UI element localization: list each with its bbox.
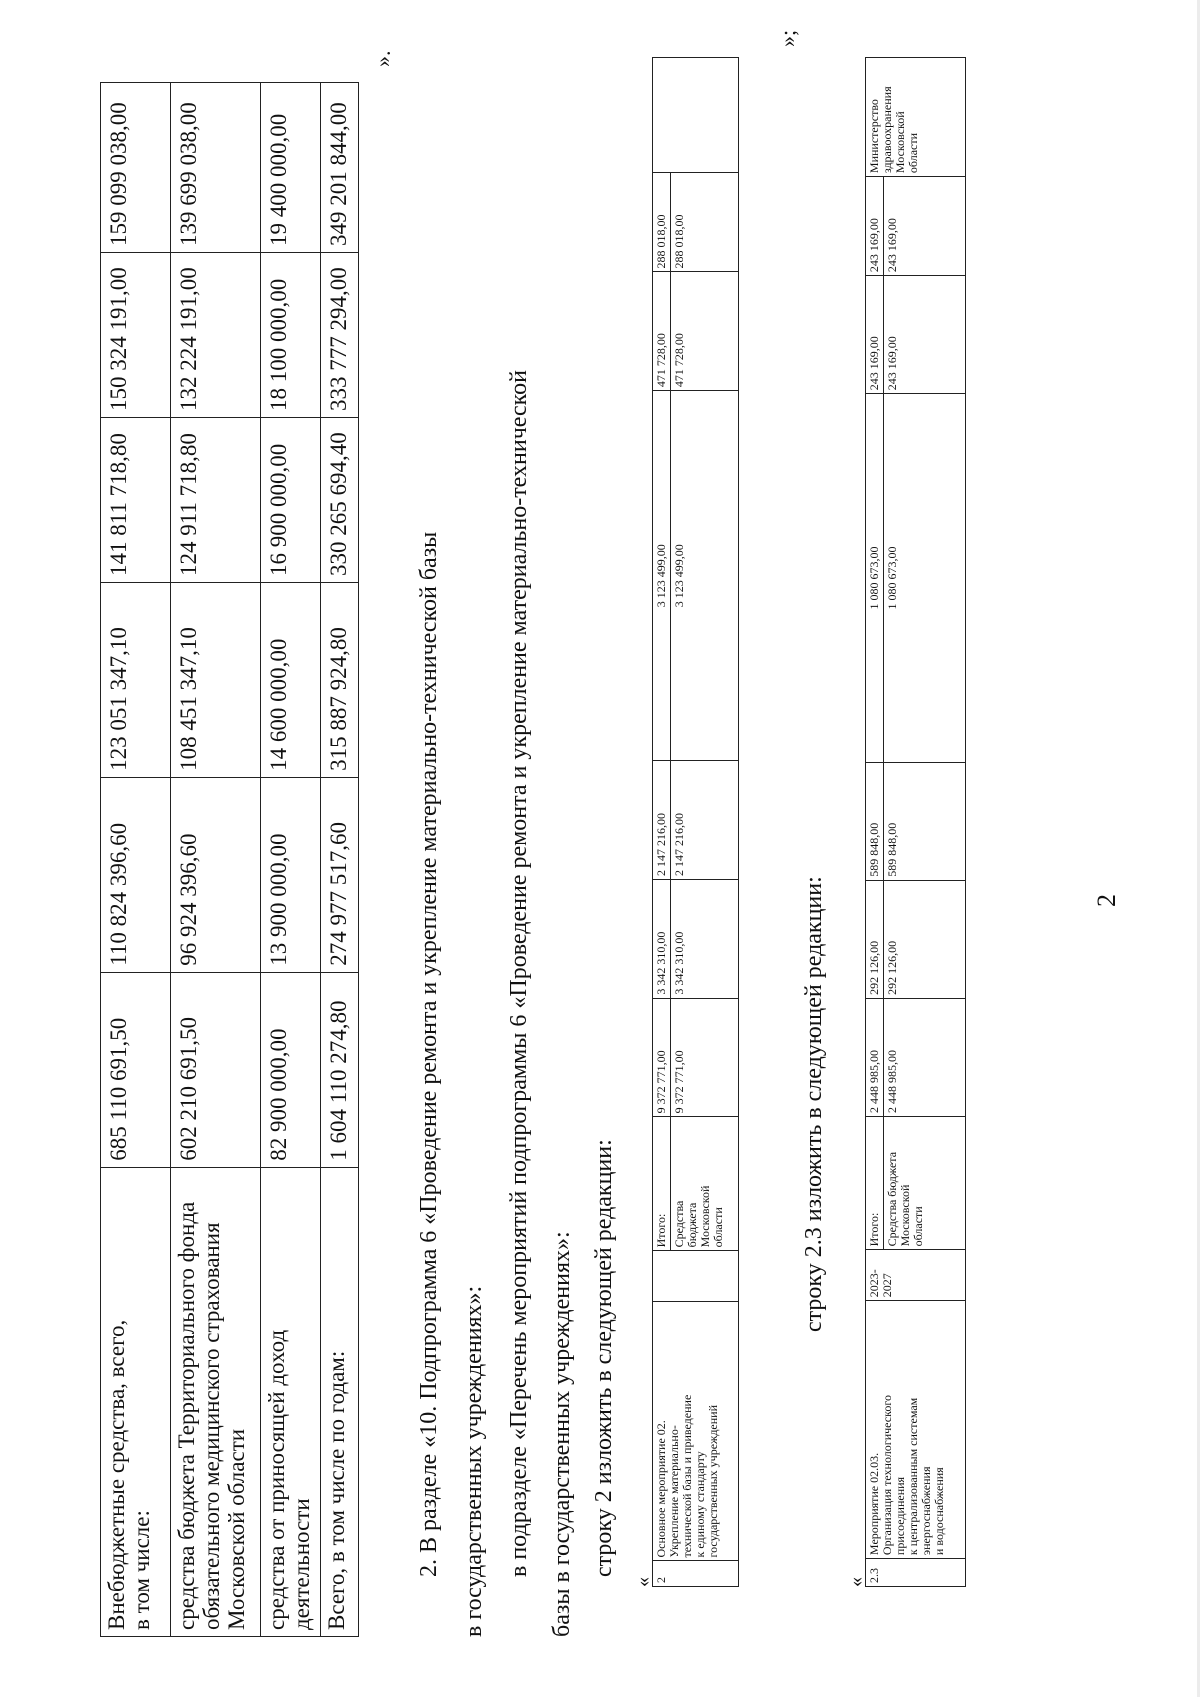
table-cell: 108 451 347,10 bbox=[171, 582, 261, 777]
table-cell: 141 811 718,80 bbox=[101, 418, 171, 583]
table-cell: 589 848,00 bbox=[884, 762, 966, 880]
table-cell: 124 911 718,80 bbox=[171, 418, 261, 583]
paragraph-3-line-1: в подразделе «Перечень мероприятий подпрограммы 6 «Проведение ремонта и укрепление материально-технической bbox=[506, 370, 532, 1577]
paragraph-5: строку 2.3 изложить в следующей редакции: bbox=[801, 876, 827, 1332]
table-row bbox=[261, 83, 321, 1637]
table-cell: 16 900 000,00 bbox=[261, 418, 321, 583]
table-cell: 1 080 673,00 bbox=[884, 394, 966, 762]
table-cell: 1 080 673,00 bbox=[866, 394, 884, 762]
open-quote: « bbox=[632, 1577, 654, 1587]
table-cell: 315 887 924,80 bbox=[321, 582, 359, 777]
row-2-table bbox=[652, 57, 739, 1587]
funding-table bbox=[100, 82, 359, 1637]
period-cell bbox=[653, 1251, 739, 1302]
executor-cell: Министерство здравоохранения Московской области bbox=[866, 58, 966, 177]
table-cell: 96 924 396,60 bbox=[171, 777, 261, 972]
table-cell: 3 123 499,00 bbox=[671, 391, 739, 761]
table-cell: 14 600 000,00 bbox=[261, 582, 321, 777]
table-cell: 123 051 347,10 bbox=[101, 582, 171, 777]
source-cell: Средства бюджета Московской области bbox=[671, 1117, 739, 1251]
table-cell: 110 824 396,60 bbox=[101, 777, 171, 972]
table-cell: 288 018,00 bbox=[671, 172, 739, 272]
paragraph-2-line-1: 2. В разделе «10. Подпрограмма 6 «Проведение ремонта и укрепление материально-технической базы bbox=[416, 531, 442, 1577]
table-cell: 3 342 310,00 bbox=[671, 879, 739, 998]
table-cell: 132 224 191,00 bbox=[171, 253, 261, 418]
table-cell: 9 372 771,00 bbox=[653, 998, 671, 1117]
source-total: Итого: bbox=[866, 1117, 884, 1250]
table-cell: 3 123 499,00 bbox=[653, 391, 671, 761]
row-label: Внебюджетные средства, всего, в том числе: bbox=[101, 1167, 171, 1636]
closing-quote: ». bbox=[370, 50, 395, 67]
paragraph-4: строку 2 изложить в следующей редакции: bbox=[591, 1139, 617, 1577]
table-cell: 243 169,00 bbox=[884, 276, 966, 394]
row-label: средства бюджета Территориального фонда обязательного медицинского страхования Московской области bbox=[171, 1167, 261, 1636]
table-cell: 243 169,00 bbox=[866, 177, 884, 276]
table-cell: 1 604 110 274,80 bbox=[321, 972, 359, 1167]
table-cell: 9 372 771,00 bbox=[671, 998, 739, 1117]
table-cell: 243 169,00 bbox=[884, 177, 966, 276]
closing-quote-2: »; bbox=[775, 29, 800, 47]
table-cell: 2 448 985,00 bbox=[884, 998, 966, 1116]
table-cell: 288 018,00 bbox=[653, 172, 671, 272]
source-cell: Средства бюджета Московской области bbox=[884, 1117, 966, 1250]
table-cell: 2 448 985,00 bbox=[866, 998, 884, 1116]
source-total: Итого: bbox=[653, 1117, 671, 1251]
table-cell: 333 777 294,00 bbox=[321, 253, 359, 418]
row-name: Мероприятие 02.03. Организация технологического присоединения к централизованным системам энергоснабжения и водоснабжения bbox=[866, 1301, 966, 1559]
page-number: 2 bbox=[1092, 894, 1121, 907]
table-row bbox=[101, 83, 171, 1637]
row-2-3-table bbox=[865, 57, 966, 1587]
table-cell: 3 342 310,00 bbox=[653, 879, 671, 998]
table-cell: 349 201 844,00 bbox=[321, 83, 359, 253]
executor-cell bbox=[653, 58, 739, 173]
table-cell: 685 110 691,50 bbox=[101, 972, 171, 1167]
table-row bbox=[866, 58, 884, 1587]
table-cell: 2 147 216,00 bbox=[671, 761, 739, 880]
row-label: Всего, в том числе по годам: bbox=[321, 1167, 359, 1636]
table-cell: 13 900 000,00 bbox=[261, 777, 321, 972]
paragraph-2-line-2: в государственных учреждениях»: bbox=[461, 1285, 487, 1637]
table-cell: 274 977 517,60 bbox=[321, 777, 359, 972]
table-cell: 589 848,00 bbox=[866, 762, 884, 880]
table-cell: 82 900 000,00 bbox=[261, 972, 321, 1167]
table-cell: 139 699 038,00 bbox=[171, 83, 261, 253]
table-cell: 2 147 216,00 bbox=[653, 761, 671, 880]
row-label: средства от приносящей доход деятельности bbox=[261, 1167, 321, 1636]
table-row bbox=[653, 58, 671, 1587]
table-cell: 292 126,00 bbox=[884, 880, 966, 998]
row-number: 2.3 bbox=[866, 1559, 966, 1587]
table-cell: 150 324 191,00 bbox=[101, 253, 171, 418]
table-cell: 243 169,00 bbox=[866, 276, 884, 394]
table-cell: 19 400 000,00 bbox=[261, 83, 321, 253]
table-row bbox=[321, 83, 359, 1637]
period-cell: 2023- 2027 bbox=[866, 1250, 966, 1301]
table-cell: 292 126,00 bbox=[866, 880, 884, 998]
table-cell: 471 728,00 bbox=[671, 272, 739, 391]
table-row bbox=[171, 83, 261, 1637]
table-cell: 330 265 694,40 bbox=[321, 418, 359, 583]
paragraph-3-line-2: базы в государственных учреждениях»: bbox=[549, 1231, 575, 1637]
row-name: Основное мероприятие 02. Укрепление материально- технической базы и приведение к единому стандарту государственных учреждений bbox=[653, 1302, 739, 1561]
table-cell: 471 728,00 bbox=[653, 272, 671, 391]
table-cell: 18 100 000,00 bbox=[261, 253, 321, 418]
open-quote-2: « bbox=[845, 1577, 867, 1587]
table-cell: 159 099 038,00 bbox=[101, 83, 171, 253]
table-cell: 602 210 691,50 bbox=[171, 972, 261, 1167]
row-number: 2 bbox=[653, 1561, 739, 1587]
